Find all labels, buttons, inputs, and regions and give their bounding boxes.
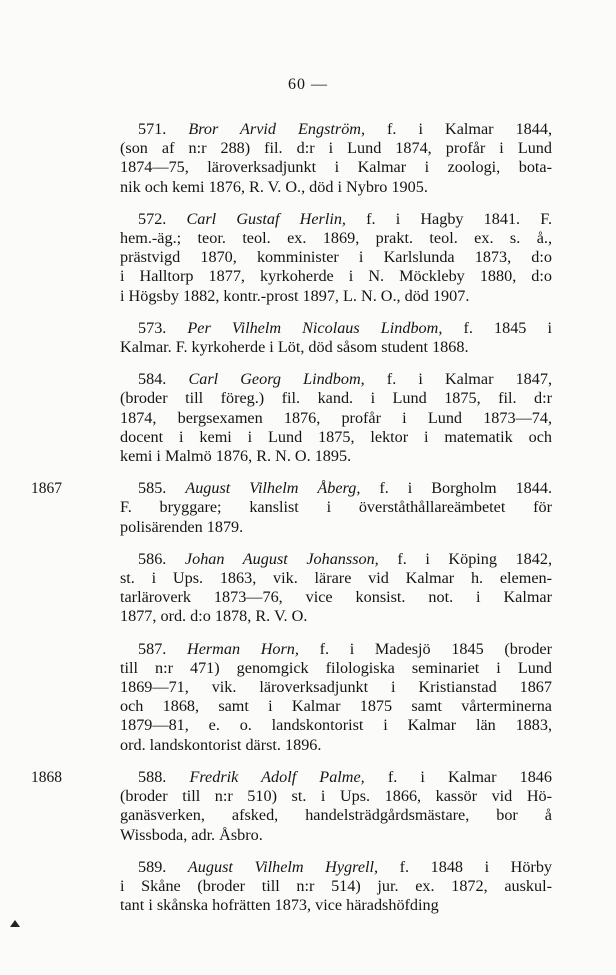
person-name: August Vilhelm Åberg, [185,479,361,498]
entry-line [120,287,552,306]
entry-text: f. i Kalmar 1846 [364,767,552,786]
entry-text: f. i Köping 1842, [378,549,553,568]
entry-line [120,736,552,755]
entry-text: (broder till föreg.) fil. kand. i Lund 1875, fil. d:r [120,389,552,408]
entry-line [120,210,552,229]
entry-text: ganäsverken, afsked, handelsträdgårdsmästare, bor å [120,806,552,825]
entry-text: 585. [138,479,186,498]
entry [120,210,552,306]
entry-text: 573. [138,318,188,337]
entry-line [120,139,552,158]
entry-text: nik och kemi 1876, R. V. O., död i Nybro 1905. [120,177,428,196]
entry-text: 586. [138,549,185,568]
entry-text: f. 1848 i Hörby [378,857,553,876]
entry-line [120,826,552,845]
entry-text: tarläroverk 1873—76, vice konsist. not. i Kalmar [120,588,552,607]
person-name: Bror Arvid Engström, [188,120,366,138]
entry-line [120,806,552,825]
year-marker: 1868 [31,768,62,786]
entry-text: ord. landskontorist därst. 1896. [120,735,322,754]
entry-line [120,498,552,517]
entry-text: hem.-äg.; teor. teol. ex. 1869, prakt. teol. ex. s. å., [120,229,552,248]
entry-text: Kalmar. F. kyrkoherde i Löt, död såsom student 1868. [120,338,469,357]
entry-text: 1874, bergsexamen 1876, profår i Lund 1873—74, [120,408,552,427]
entry-text: 571. [138,120,189,138]
entry-text: f. i Kalmar 1847, [364,370,553,389]
entry [120,319,552,357]
entry-line [120,518,552,537]
entry [31,479,553,537]
entry-line [120,158,552,177]
entry-text: 1869—71, vik. läroverksadjunkt i Kristianstad 1867 [120,678,552,697]
entry-text: f. i Hagby 1841. F. [345,209,553,228]
person-name: Herman Horn, [187,639,299,658]
entry-line [120,569,552,588]
entry-text: st. i Ups. 1863, vik. lärare vid Kalmar h. elemen- [120,569,552,588]
entry-line [120,640,552,659]
entry-line [120,659,552,678]
person-name: Per Vilhelm Nicolaus Lindbom, [187,318,443,337]
entry-list [31,120,553,928]
entry-line [120,550,552,569]
entry-line [120,697,552,716]
person-name: Carl Gustaf Herlin, [186,209,346,228]
entry-text: till n:r 471) genomgick filologiska seminariet i Lund [120,658,552,677]
entry-line [120,768,552,787]
entry-line [120,588,552,607]
entry-text: Wissboda, adr. Åsbro. [120,825,263,844]
entry-line [120,338,552,357]
entry-text: 587. [138,639,187,658]
entry-line [120,409,552,428]
entry-text: tant i skånska hofrätten 1873, vice häradshöfding [120,896,439,915]
person-name: Fredrik Adolf Palme, [189,767,365,786]
entry-text: 589. [138,857,188,876]
entry-text: 1879—81, e. o. landskontorist i Kalmar län 1883, [120,716,552,735]
person-name: Johan August Johansson, [184,549,379,568]
person-name: August Vilhelm Hygrell, [187,857,379,876]
person-name: Carl Georg Lindbom, [188,370,365,389]
entry-line [120,479,552,498]
page-number: 60 — [288,76,328,93]
entry-line [120,428,552,447]
entry-line [120,896,552,915]
entry-line [120,248,552,267]
entry-line [120,877,552,896]
entry-text: docent i kemi i Lund 1875, lektor i matematik och [120,427,552,446]
entry-text: f. i Madesjö 1845 (broder [298,639,552,658]
entry-text: kemi i Malmö 1876, R. N. O. 1895. [120,447,352,466]
entry-text: prästvigd 1870, komminister i Karlslunda 1873, d:o [120,248,552,267]
entry-text: F. bryggare; kanslist i överståthållareämbetet för [120,498,552,517]
entry-line [120,267,552,286]
entry [31,767,552,845]
print-mark-icon [10,920,20,927]
entry [120,120,552,197]
entry-text: i Halltorp 1877, kyrkoherde i N. Möckleby 1880, d:o [120,267,552,286]
entry-line [120,229,552,248]
entry-text: f. i Kalmar 1844, [365,120,552,138]
entry-line [120,716,552,735]
entry-text: f. i Borgholm 1844. [360,479,553,498]
entry-text: 572. [138,209,187,228]
entry-text: (broder till n:r 510) st. i Ups. 1866, kassör vid Hö- [120,787,552,806]
entry-line [120,787,552,806]
entry-line [120,607,552,626]
entry-text: 1874—75, läroverksadjunkt i Kalmar i zoologi, bota- [120,158,552,177]
entry-line [120,389,552,408]
entry-line [120,678,552,697]
entry-line [120,370,552,389]
entry-text: f. 1845 i [442,318,552,337]
entry-text: 588. [138,767,190,786]
entry [120,370,552,466]
entry-text: i Högsby 1882, kontr.-prost 1897, L. N. O., död 1907. [120,286,470,305]
entry-text: 584. [138,370,189,389]
entry [120,858,552,916]
entry-line [120,858,552,877]
entry-text: polisärenden 1879. [120,517,244,536]
entry-text: 1877, ord. d:o 1878, R. V. O. [120,607,308,626]
year-marker: 1867 [31,480,62,498]
entry-line [120,447,552,466]
entry-text: (son af n:r 288) fil. d:r i Lund 1874, profår i Lund [120,139,552,158]
entry [120,640,552,755]
entry-text: i Skåne (broder till n:r 514) jur. ex. 1872, auskul- [120,876,552,895]
entry-text: och 1868, samt i Kalmar 1875 samt vårterminerna [120,697,552,716]
entry-line [120,319,552,338]
entry-line [120,120,552,139]
entry [120,550,552,627]
entry-line [120,178,552,197]
